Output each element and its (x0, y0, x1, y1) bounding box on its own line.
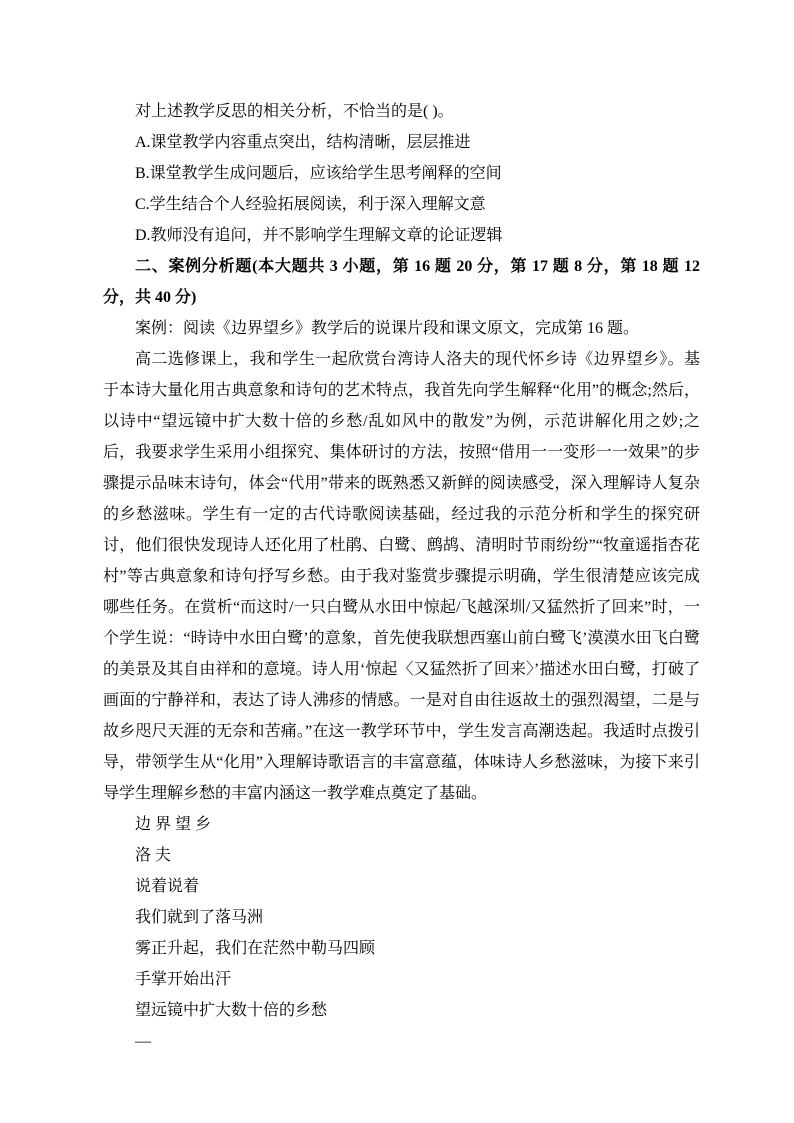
option-b: B.课堂教学生成问题后，应该给学生思考阐释的空间 (135, 165, 502, 182)
case-body: 高二选修课上，我和学生一起欣赏台湾诗人洛夫的现代怀乡诗《边界望乡》。基于本诗大量化用古典意象和诗句的艺术特点，我首先向学生解释“化用”的概念;然后，以诗中“望远镜中扩大数十倍的乡愁/乱如风中的散发”为例，示范讲解化用之妙;之后，我要求学生采用小组探究、集体研讨的方法，按照“借用一一变形一一效果”的步骤提示品味末诗句，体会“代用”带来的既熟悉又新鲜的阅读感受，深入理解诗人复杂的乡愁滋味。学生有一定的古代诗歌阅读基础，经过我的示范分析和学生的探究研讨，他们很快发现诗人还化用了杜鹃、白鹭、鹧鸪、清明时节雨纷纷”“牧童遥指杏花村”等古典意象和诗句抒写乡愁。由于我对鉴赏步骤提示明确，学生很清楚应该完成哪些任务。在赏析“而这时/一只白鹭从水田中惊起/飞越深圳/又猛然折了回来”时，一个学生说：“時诗中水田白鹭’的意象，首先使我联想西塞山前白鹭飞’漠漠水田飞白鹭的美景及其自由祥和的意境。诗人用‘惊起〈又猛然折了回来〉’描述水田白鹭，打破了画面的宁静祥和，表达了诗人沸疹的情感。一是对自由往返故土的强烈渴望，二是与故乡咫尺天涯的无奈和苦痛。”在这一教学环节中，学生发言高潮迭起。我适时点拨引导，带领学生从“化用”入理解诗歌语言的丰富意蕴，体味诗人乡愁滋味，为接下来引导学生理解乡愁的丰富内涵这一教学难点奠定了基础。 (103, 351, 700, 802)
page-bottom-dash: — (135, 1033, 151, 1050)
poem-line-5: 望远镜中扩大数十倍的乡愁 (135, 1002, 328, 1019)
option-a: A.课堂教学内容重点突出，结构清晰，层层推进 (135, 134, 471, 151)
option-d: D.教师没有追问，并不影响学生理解文章的论证逻辑 (135, 227, 503, 244)
section-heading: 二、案例分析题(本大题共 3 小题，第 16 题 20 分，第 17 题 8 分，第 18 题 12 分，共 40 分) (103, 258, 700, 306)
case-intro: 案例：阅读《边界望乡》教学后的说课片段和课文原文，完成第 16 题。 (135, 320, 640, 337)
poem-line-4: 手掌开始出汗 (135, 971, 232, 988)
option-c: C.学生结合个人经验拓展阅读，利于深入理解文意 (135, 196, 486, 213)
poem-line-2: 我们就到了落马洲 (135, 909, 264, 926)
question-stem: 对上述教学反思的相关分析，不恰当的是( )。 (135, 103, 454, 120)
poem-author: 洛 夫 (135, 847, 172, 864)
poem-line-3: 雾正升起，我们在茫然中勒马四顾 (135, 940, 376, 957)
poem-title: 边 界 望 乡 (135, 816, 212, 833)
poem-line-1: 说着说着 (135, 878, 200, 895)
